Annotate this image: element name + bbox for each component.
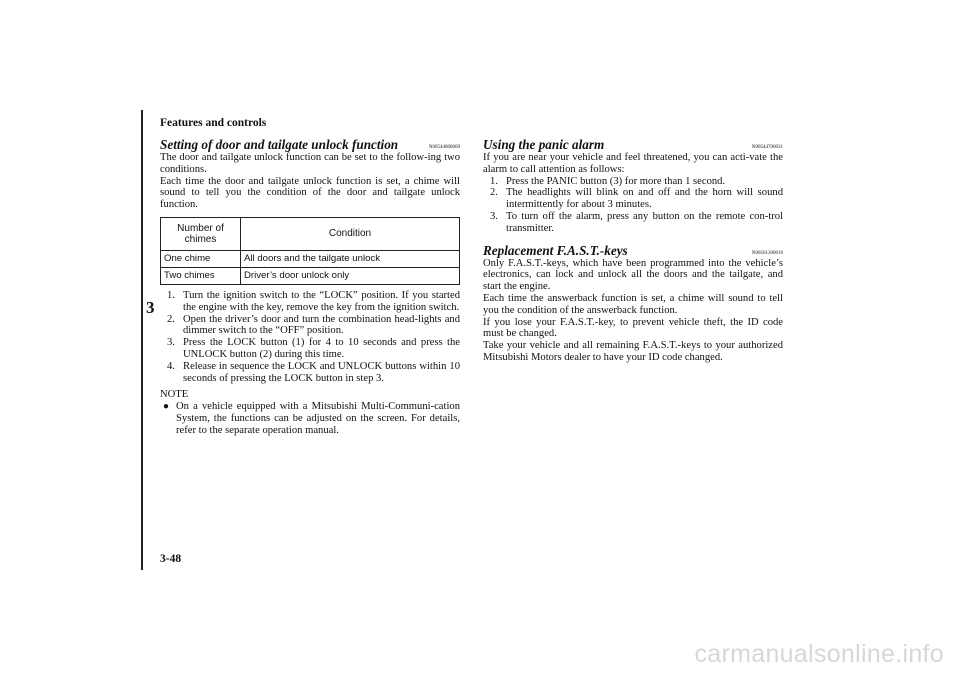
- table-cell: One chime: [161, 250, 241, 267]
- replacement-paragraph-2: Each time the answerback function is set, a chime will sound to tell you the condition of the answerback function.: [483, 292, 783, 316]
- list-item: [483, 187, 783, 211]
- panic-heading-row: [483, 137, 783, 152]
- replacement-paragraph-3: If you lose your F.A.S.T.-key, to prevent vehicle theft, the ID code must be changed.: [483, 316, 783, 340]
- bullet-icon: ●: [163, 401, 170, 413]
- panic-heading: Using the panic alarm: [483, 137, 605, 152]
- note-item: [160, 401, 460, 436]
- unlock-function-heading-row: [160, 137, 460, 152]
- replacement-code: N00561300016: [751, 250, 783, 256]
- panic-code: N00544700031: [751, 145, 783, 150]
- table-header-row: [161, 217, 460, 250]
- list-item: [483, 176, 783, 188]
- step-text: The headlights will blink on and off and the horn will sound intermittently for about 3 minutes.: [506, 187, 783, 211]
- chime-condition-table: [160, 217, 460, 285]
- panic-intro-paragraph: If you are near your vehicle and feel threatened, you can acti-vate the alarm to call attention as follows:: [483, 152, 783, 175]
- step-text: Press the LOCK button (1) for 4 to 10 seconds and press the UNLOCK button (2) during this time.: [183, 337, 460, 360]
- step-text: Open the driver’s door and turn the combination head-lights and dimmer switch to the “OFF” position.: [183, 313, 460, 337]
- note-label: NOTE: [160, 389, 189, 401]
- chapter-sidebar-bar: [141, 110, 143, 570]
- step-text: Release in sequence the LOCK and UNLOCK buttons within 10 seconds of pressing the LOCK button in step 3.: [183, 360, 460, 384]
- right-column: [483, 137, 783, 364]
- unlock-steps-list: [160, 290, 460, 384]
- replacement-heading: Replacement F.A.S.T.-keys: [483, 242, 628, 258]
- panic-steps-list: [483, 176, 783, 235]
- table-cell: Driver’s door unlock only: [241, 267, 460, 284]
- replacement-paragraph-4: Take your vehicle and all remaining F.A.S.T.-keys to your authorized Mitsubishi Motors dealer to have your ID code changed.: [483, 340, 783, 363]
- step-number: 3.: [167, 337, 175, 349]
- unlock-function-heading: Setting of door and tailgate unlock function: [160, 137, 399, 152]
- step-number: 3.: [490, 210, 498, 222]
- step-number: 1.: [167, 289, 175, 301]
- replacement-heading-row: [483, 243, 783, 258]
- step-text: To turn off the alarm, press any button on the remote con-trol transmitter.: [506, 210, 783, 234]
- step-text: Turn the ignition switch to the “LOCK” position. If you started the engine with the key, remove the key from the ignition switch.: [183, 289, 460, 313]
- list-item: [160, 337, 460, 361]
- unlock-intro-paragraph: The door and tailgate unlock function can be set to the follow-ing two conditions.: [160, 152, 460, 175]
- step-text: Press the PANIC button (3) for more than 1 second.: [506, 175, 726, 187]
- header-number-of-chimes: Number of chimes: [161, 217, 241, 250]
- step-number: 2.: [167, 313, 175, 325]
- note-text: On a vehicle equipped with a Mitsubishi Multi-Communi-cation System, the functions can be adjusted on the screen. For details, refer to the separate operation manual.: [176, 401, 460, 436]
- replacement-paragraph-1: Only F.A.S.T.-keys, which have been programmed into the vehicle’s electronics, can lock and unlock all the doors and the tailgate, and start the engine.: [483, 257, 783, 293]
- step-number: 4.: [167, 360, 175, 372]
- table-cell: Two chimes: [161, 267, 241, 284]
- left-column: [160, 137, 460, 437]
- list-item: [483, 211, 783, 235]
- page-number: 3-48: [160, 553, 182, 565]
- section-header: Features and controls: [160, 117, 267, 129]
- list-item: [160, 314, 460, 338]
- unlock-function-code: N00544600069: [428, 145, 460, 150]
- chapter-number: 3: [146, 298, 155, 317]
- watermark: carmanualsonline.info: [694, 640, 944, 668]
- table-row: [161, 267, 460, 284]
- step-number: 1.: [490, 175, 498, 187]
- list-item: [160, 290, 460, 314]
- table-cell: All doors and the tailgate unlock: [241, 250, 460, 267]
- unlock-chime-paragraph: Each time the door and tailgate unlock function is set, a chime will sound to tell you the condition of the door and tailgate unlock function.: [160, 175, 460, 211]
- step-number: 2.: [490, 187, 498, 199]
- header-condition: Condition: [241, 217, 460, 250]
- section-gap: [483, 235, 783, 243]
- list-item: [160, 361, 460, 385]
- table-row: [161, 250, 460, 267]
